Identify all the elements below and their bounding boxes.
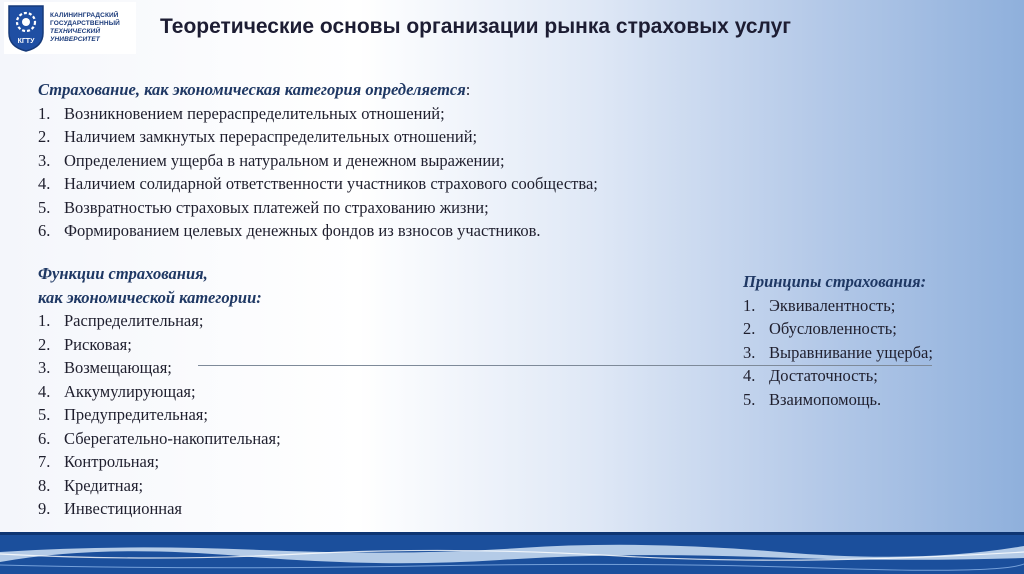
logo-line: ГОСУДАРСТВЕННЫЙ bbox=[50, 20, 120, 27]
item-number: 3. bbox=[743, 342, 756, 362]
item-text: Сберегательно-накопительная; bbox=[64, 428, 281, 448]
logo-line: КАЛИНИНГРАДСКИЙ bbox=[50, 12, 119, 19]
item-text: Формированием целевых денежных фондов из взносов участников. bbox=[64, 221, 541, 240]
functions-section bbox=[38, 262, 281, 521]
list-item bbox=[38, 102, 598, 126]
list-item bbox=[38, 450, 281, 474]
slide-title: Теоретические основы организации рынка страховых услуг bbox=[160, 15, 792, 38]
item-text: Определением ущерба в натуральном и денежном выражении; bbox=[64, 150, 505, 170]
item-text: Кредитная; bbox=[64, 475, 144, 495]
item-text: Контрольная; bbox=[64, 452, 160, 471]
item-text: Распределительная; bbox=[64, 311, 204, 330]
item-number: 7. bbox=[38, 452, 51, 471]
item-text: Аккумулирующая; bbox=[64, 381, 196, 401]
logo-caption bbox=[50, 12, 120, 44]
functions-list bbox=[38, 309, 281, 521]
principles-section bbox=[743, 270, 933, 411]
item-text: Рисковая; bbox=[64, 334, 132, 354]
item-number: 2. bbox=[38, 334, 51, 354]
item-number: 4. bbox=[38, 381, 51, 401]
list-item bbox=[38, 172, 598, 196]
list-item bbox=[38, 125, 598, 149]
item-text: Достаточность; bbox=[769, 366, 878, 385]
item-number: 1. bbox=[38, 103, 51, 123]
list-item bbox=[38, 356, 281, 380]
list-item bbox=[38, 497, 281, 521]
heading-text: Страхование, как экономическая категория определяется bbox=[38, 80, 466, 99]
item-number: 4. bbox=[743, 366, 756, 385]
item-number: 9. bbox=[38, 499, 51, 518]
list-item bbox=[38, 380, 281, 404]
item-number: 3. bbox=[38, 150, 51, 170]
item-text: Эквивалентность; bbox=[769, 295, 896, 315]
list-item bbox=[743, 341, 933, 365]
item-number: 6. bbox=[38, 428, 51, 448]
section-heading: Принципы страхования: bbox=[743, 272, 927, 291]
item-text: Взаимопомощь. bbox=[769, 389, 882, 409]
logo-line: ТЕХНИЧЕСКИЙ bbox=[50, 28, 101, 35]
list-item bbox=[38, 474, 281, 498]
logo-emblem-text: КГТУ bbox=[17, 38, 35, 45]
list-item bbox=[743, 388, 933, 412]
list-item bbox=[38, 333, 281, 357]
list-item bbox=[743, 294, 933, 318]
item-number: 2. bbox=[743, 319, 756, 338]
item-number: 4. bbox=[38, 174, 51, 193]
list-item bbox=[38, 309, 281, 333]
item-text: Наличием замкнутых перераспределительных отношений; bbox=[64, 127, 478, 146]
item-number: 5. bbox=[38, 405, 51, 424]
footer-wave-band bbox=[0, 532, 1024, 574]
item-number: 2. bbox=[38, 127, 51, 146]
item-text: Выравнивание ущерба; bbox=[769, 342, 933, 362]
list-item bbox=[38, 219, 598, 243]
shield-emblem-icon bbox=[6, 3, 46, 53]
item-text: Предупредительная; bbox=[64, 405, 208, 424]
item-text: Наличием солидарной ответственности участников страхового сообщества; bbox=[64, 174, 598, 193]
item-number: 1. bbox=[743, 295, 756, 315]
item-number: 1. bbox=[38, 311, 51, 330]
item-number: 8. bbox=[38, 475, 51, 495]
university-logo[interactable] bbox=[4, 2, 136, 54]
section-heading: Функции страхования, bbox=[38, 264, 208, 283]
list-item bbox=[38, 196, 598, 220]
item-number: 5. bbox=[743, 389, 756, 409]
list-item bbox=[743, 317, 933, 341]
principles-list bbox=[743, 294, 933, 412]
item-text: Возникновением перераспределительных отношений; bbox=[64, 103, 445, 123]
list-item bbox=[38, 403, 281, 427]
section-heading bbox=[38, 78, 598, 102]
list-item bbox=[38, 427, 281, 451]
item-number: 5. bbox=[38, 197, 51, 217]
section-heading: как экономической категории: bbox=[38, 287, 262, 307]
item-text: Обусловленность; bbox=[769, 319, 897, 338]
economic-category-list bbox=[38, 102, 598, 243]
item-number: 3. bbox=[38, 358, 51, 377]
economic-category-section bbox=[38, 78, 598, 243]
heading-colon: : bbox=[465, 80, 471, 99]
list-item bbox=[38, 149, 598, 173]
item-text: Возвратностью страховых платежей по страхованию жизни; bbox=[64, 197, 489, 217]
item-text: Инвестиционная bbox=[64, 499, 183, 518]
list-item bbox=[743, 364, 933, 388]
item-number: 6. bbox=[38, 221, 51, 240]
logo-line: УНИВЕРСИТЕТ bbox=[50, 36, 100, 43]
item-text: Возмещающая; bbox=[64, 358, 172, 377]
